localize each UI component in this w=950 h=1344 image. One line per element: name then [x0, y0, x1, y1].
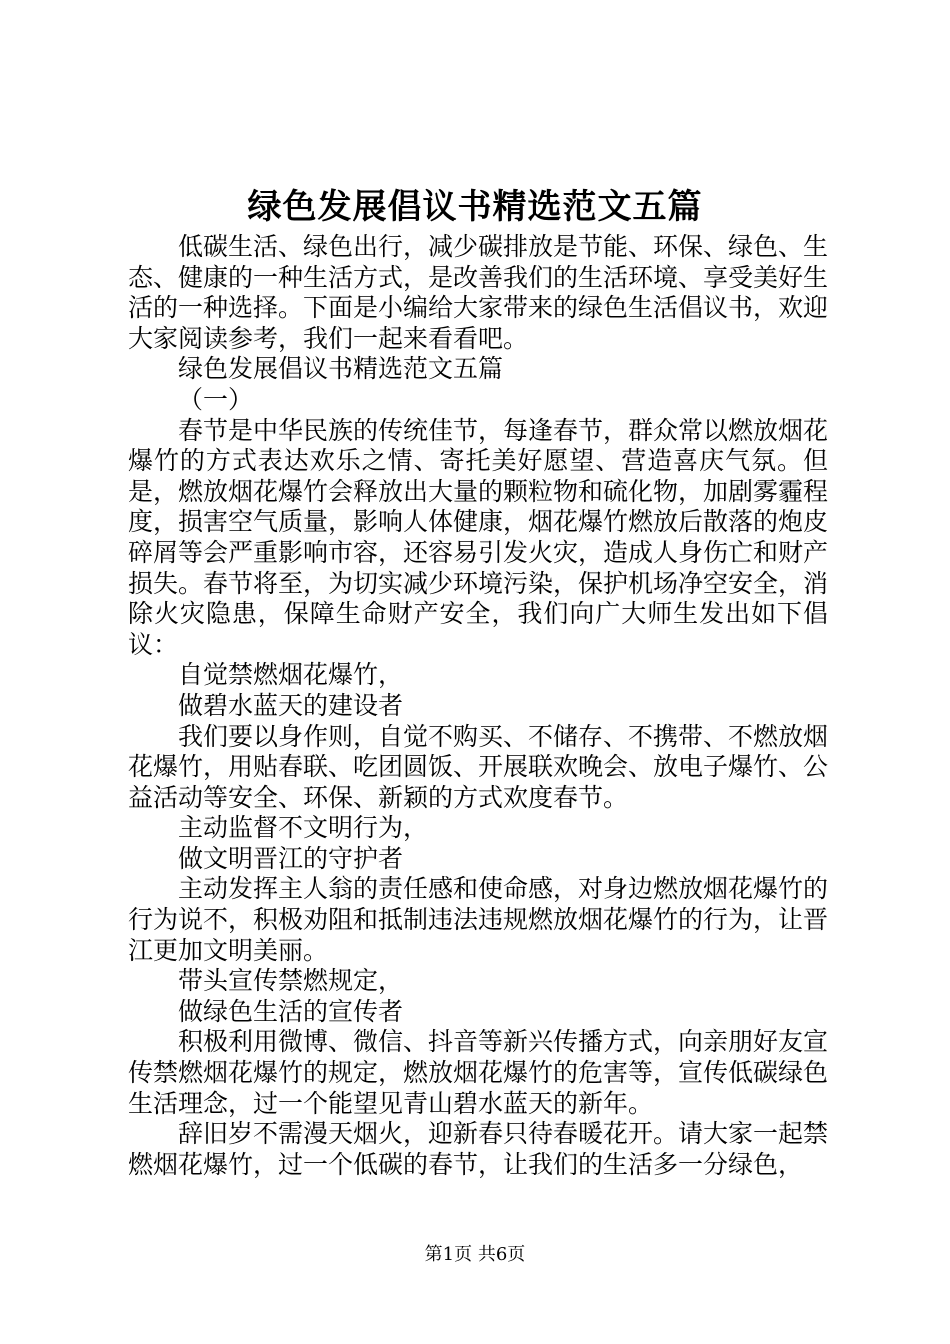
- paragraph-intro: 低碳生活、绿色出行，减少碳排放是节能、环保、绿色、生态、健康的一种生活方式，是改善我们的生活环境、享受美好生活的一种选择。下面是小编给大家带来的绿色生活倡议书，欢迎大家阅读参考，我们一起来看看吧。: [128, 232, 829, 353]
- paragraph-body: 辞旧岁不需漫天烟火，迎新春只待春暖花开。请大家一起禁燃烟花爆竹，过一个低碳的春节，让我们的生活多一分绿色，: [128, 1119, 829, 1179]
- page-number-footer: 第1页 共6页: [424, 1244, 526, 1265]
- paragraph-heading: 自觉禁燃烟花爆竹，: [178, 660, 404, 690]
- paragraph-body: 积极利用微博、微信、抖音等新兴传播方式，向亲朋好友宣传禁燃烟花爆竹的规定，燃放烟花爆竹的危害等，宣传低碳绿色生活理念，过一个能望见青山碧水蓝天的新年。: [128, 1027, 829, 1118]
- paragraph-subtitle: 绿色发展倡议书精选范文五篇: [178, 354, 504, 384]
- paragraph-body: 我们要以身作则，自觉不购买、不储存、不携带、不燃放烟花爆竹，用贴春联、吃团圆饭、开展联欢晚会、放电子爆竹、公益活动等安全、环保、新颖的方式欢度春节。: [128, 721, 829, 812]
- paragraph-heading: 做文明晋江的守护者: [178, 843, 404, 873]
- paragraph-section-number: （一）: [178, 384, 254, 414]
- paragraph-heading: 做绿色生活的宣传者: [178, 996, 404, 1026]
- paragraph-body: 主动发挥主人翁的责任感和使命感，对身边燃放烟花爆竹的行为说不，积极劝阻和抵制违法违规燃放烟花爆竹的行为，让晋江更加文明美丽。: [128, 874, 829, 965]
- document-title: 绿色发展倡议书精选范文五篇: [247, 187, 703, 227]
- paragraph-heading: 做碧水蓝天的建设者: [178, 690, 404, 720]
- paragraph-heading: 主动监督不文明行为，: [178, 813, 429, 843]
- paragraph-body: 春节是中华民族的传统佳节，每逢春节，群众常以燃放烟花爆竹的方式表达欢乐之情、寄托美好愿望、营造喜庆气氛。但是，燃放烟花爆竹会释放出大量的颗粒物和硫化物，加剧雾霾程度，损害空气质量，影响人体健康，烟花爆竹燃放后散落的炮皮碎屑等会严重影响市容，还容易引发火灾，造成人身伤亡和财产损失。春节将至，为切实减少环境污染，保护机场净空安全，消除火灾隐患，保障生命财产安全，我们向广大师生发出如下倡议：: [128, 415, 829, 659]
- document-body: [128, 232, 828, 1180]
- paragraph-heading: 带头宣传禁燃规定，: [178, 966, 404, 996]
